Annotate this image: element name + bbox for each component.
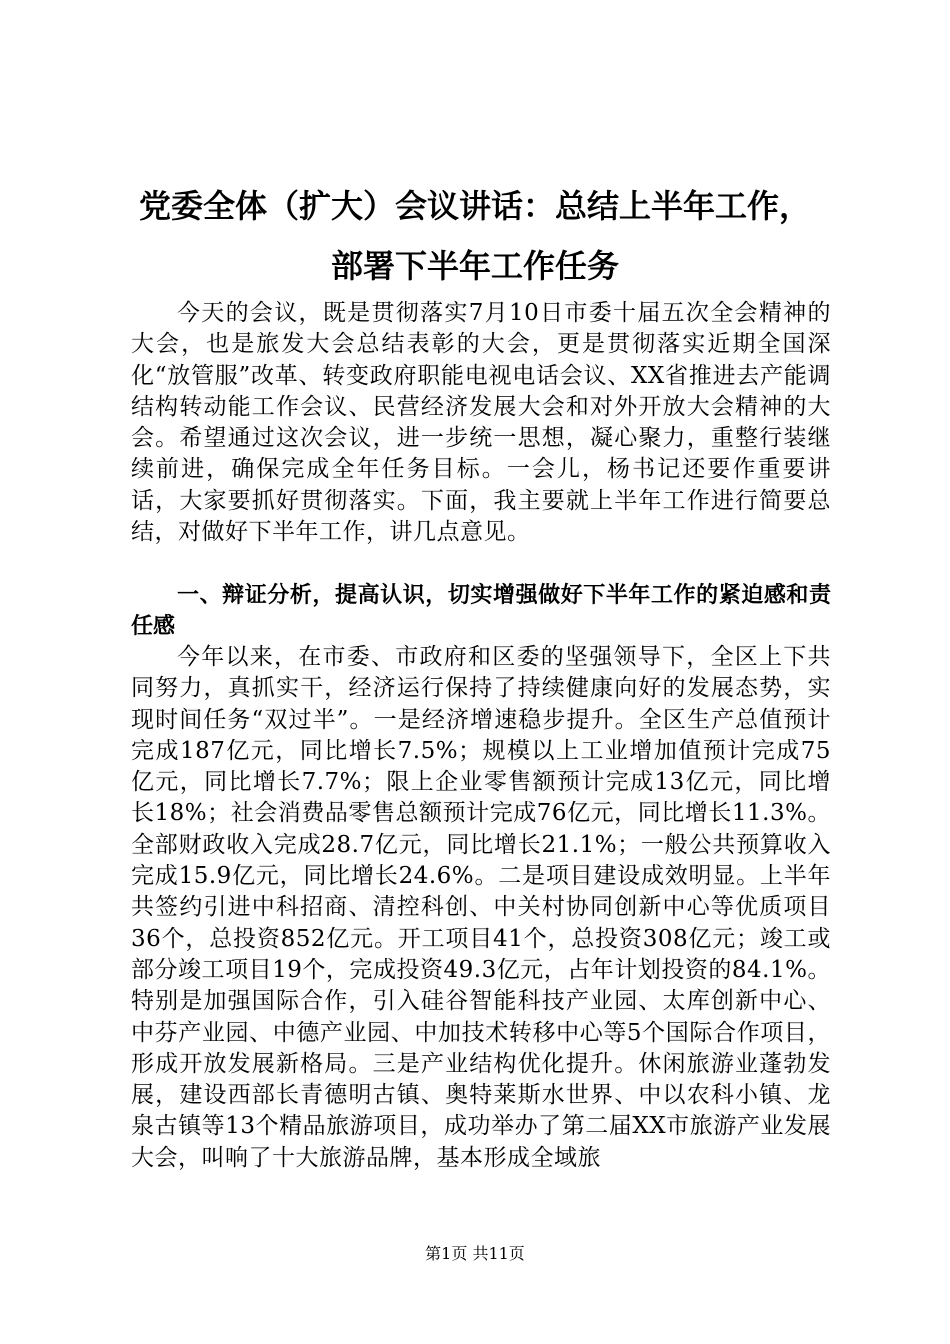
document-title-line-1: 党委全体（扩大）会议讲话：总结上半年工作，	[138, 187, 811, 225]
document-title-line-2: 部署下半年工作任务	[330, 247, 619, 285]
intro-paragraph: 今天的会议，既是贯彻落实7月10日市委十届五次全会精神的大会，也是旅发大会总结表彰的大会，更是贯彻落实近期全国深化“放管服”改革、转变政府职能电视电话会议、XX省推进去产能调结构转动能工作会议、民营经济发展大会和对外开放大会精神的大会。希望通过这次会议，进一步统一思想，凝心聚力，重整行装继续前进，确保完成全年任务目标。一会儿，杨书记还要作重要讲话，大家要抓好贯彻落实。下面，我主要就上半年工作进行简要总结，对做好下半年工作，讲几点意见。	[131, 300, 831, 546]
section-heading-1: 一、辩证分析，提高认识，切实增强做好下半年工作的紧迫感和责任感	[131, 583, 831, 639]
section-1-paragraph: 今年以来，在市委、市政府和区委的坚强领导下，全区上下共同努力，真抓实干，经济运行保持了持续健康向好的发展态势，实现时间任务“双过半”。一是经济增速稳步提升。全区生产总值预计完成187亿元，同比增长7.5%；规模以上工业增加值预计完成75亿元，同比增长7.7%；限上企业零售额预计完成13亿元，同比增长18%；社会消费品零售总额预计完成76亿元，同比增长11.3%。全部财政收入完成28.7亿元，同比增长21.1%；一般公共预算收入完成15.9亿元，同比增长24.6%。二是项目建设成效明显。上半年共签约引进中科招商、清控科创、中关村协同创新中心等优质项目36个，总投资852亿元。开工项目41个，总投资308亿元；竣工或部分竣工项目19个，完成投资49.3亿元，占年计划投资的84.1%。特别是加强国际合作，引入硅谷智能科技产业园、太库创新中心、中芬产业园、中德产业园、中加技术转移中心等5个国际合作项目，形成开放发展新格局。三是产业结构优化提升。休闲旅游业蓬勃发展，建设西部长青德明古镇、奥特莱斯水世界、中以农科小镇、龙泉古镇等13个精品旅游项目，成功举办了第二届XX市旅游产业发展大会，叫响了十大旅游品牌，基本形成全域旅	[131, 644, 831, 1171]
page-footer: 第1页 共11页	[425, 1244, 525, 1263]
